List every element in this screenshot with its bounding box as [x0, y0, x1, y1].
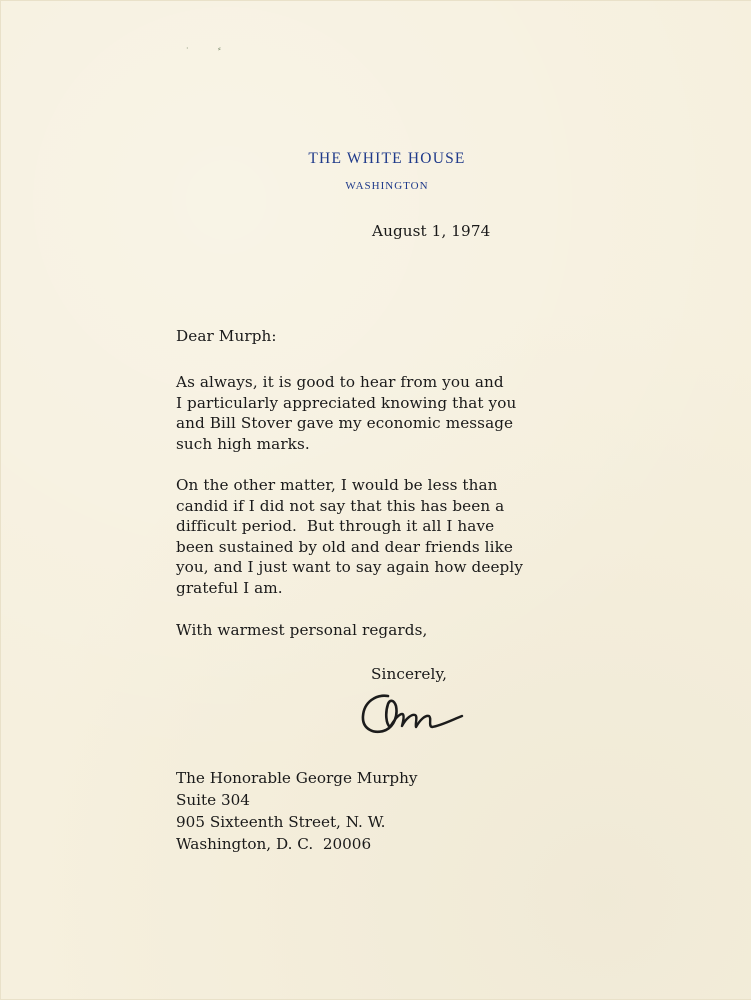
signoff: Sincerely,	[371, 665, 448, 683]
recipient-name: The Honorable George Murphy	[176, 769, 418, 787]
body-line: grateful I am.	[176, 578, 283, 597]
letter-date: August 1, 1974	[372, 222, 491, 240]
body-line: difficult period. But through it all I have	[176, 517, 495, 536]
signature-icon	[354, 680, 474, 750]
body-line: As always, it is good to hear from you and	[176, 373, 504, 391]
recipient-address	[176, 767, 418, 855]
body-line: and Bill Stover gave my economic message	[176, 414, 514, 433]
letterhead-subtitle: WASHINGTON	[345, 180, 429, 192]
body-line: I particularly appreciated knowing that you	[176, 393, 517, 412]
paper-speck: ·	[186, 44, 189, 53]
closing-line: With warmest personal regards,	[176, 621, 428, 639]
salutation: Dear Murph:	[176, 327, 277, 345]
paper-speck: ⸗	[218, 44, 221, 53]
body-line: been sustained by old and dear friends like	[176, 537, 513, 556]
body-line: such high marks.	[176, 434, 310, 453]
body-line: you, and I just want to say again how deeply	[176, 558, 523, 577]
recipient-street: 905 Sixteenth Street, N. W.	[176, 813, 386, 831]
body-paragraph-2	[176, 475, 523, 599]
body-paragraph-1	[176, 372, 516, 454]
recipient-suite: Suite 304	[176, 791, 250, 809]
letterhead-title: THE WHITE HOUSE	[308, 150, 466, 167]
body-line: On the other matter, I would be less than	[176, 476, 498, 494]
recipient-city: Washington, D. C. 20006	[176, 835, 372, 853]
body-line: candid if I did not say that this has been a	[176, 496, 505, 515]
